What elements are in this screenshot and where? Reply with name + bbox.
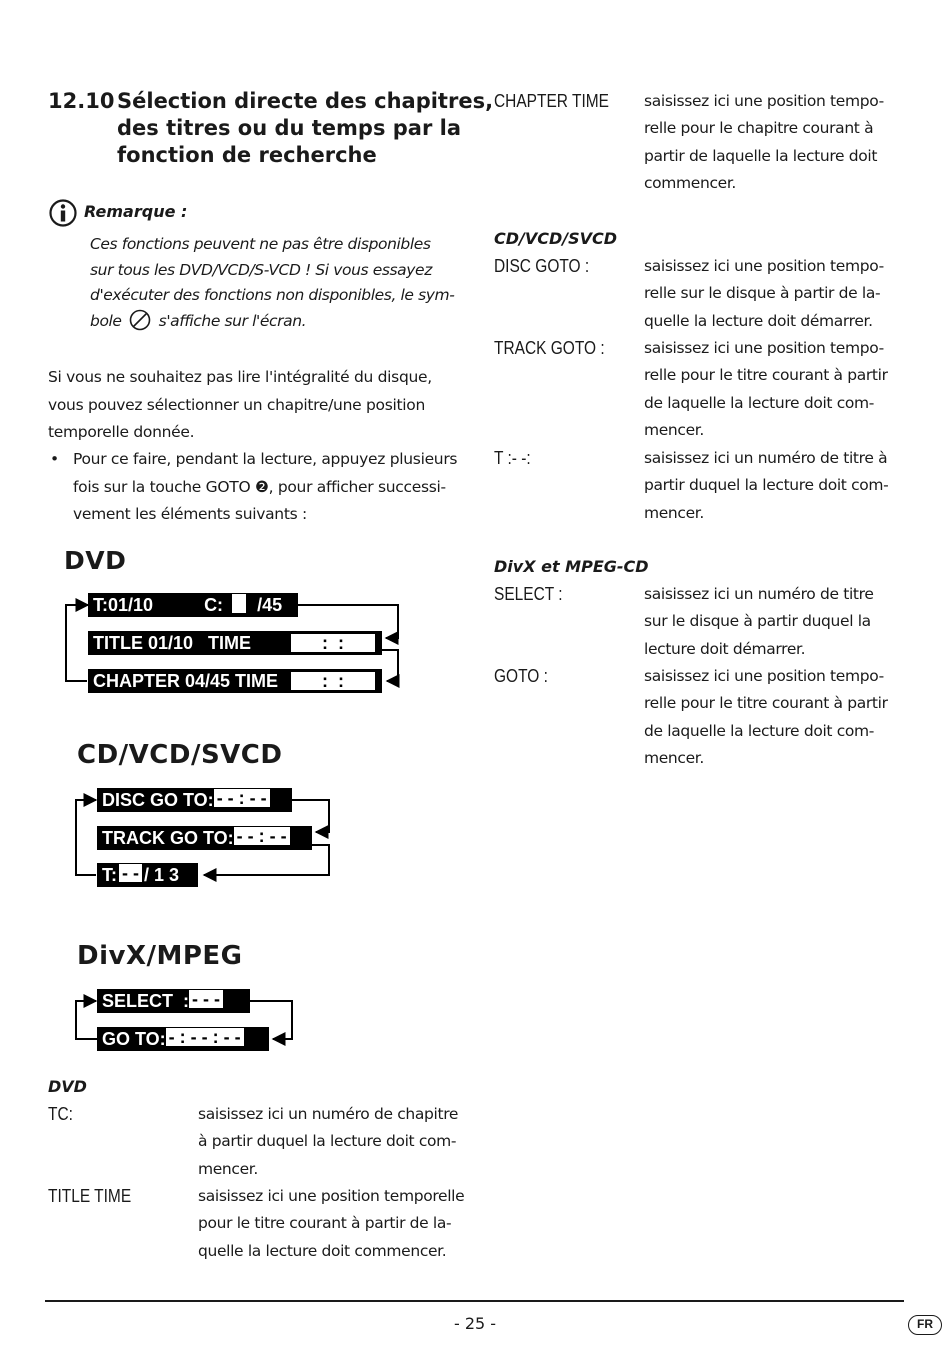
note-line-end: s'affiche sur l'écran. [158,311,307,330]
footer-rule [45,1300,904,1302]
def-line: mencer. [644,420,704,439]
def-line: saisissez ici une position tempo- [644,339,884,357]
def-term: GOTO : [494,666,548,686]
intro-line: Si vous ne souhaitez pas lire l'intégralité du disque, [48,368,432,386]
cd-osd-row-t [97,863,198,887]
def-line: partir duquel la lecture doit com- [644,476,889,495]
def-description [644,663,906,772]
divx-osd-select-label: SELECT : [102,991,190,1011]
section-number: 12.10 [48,89,115,113]
bullet-line: Pour ce faire, pendant la lecture, appuyez plusieurs [73,450,458,468]
dvd-osd-row-chapter-time [88,669,382,693]
def-description [644,88,906,197]
intro-line: temporelle donnée. [48,423,195,441]
dvd-diagram-label: DVD [64,546,127,575]
dvd-osd-chapter: C: [204,595,224,615]
def-line: quelle la lecture doit démarrer. [644,311,873,330]
dvd-osd-chapter-total: /45 [257,595,283,615]
divx-osd-goto-field: - : - - : - - [166,1028,244,1046]
def-description [644,581,906,663]
def-description [198,1101,468,1183]
def-term: TRACK GOTO : [494,338,605,358]
divx-osd-select-field: - - - [189,990,223,1008]
def-line: commencer. [644,173,736,192]
note-line: Ces fonctions peuvent ne pas être disponibles [90,235,431,253]
def-description [644,445,906,527]
def-line: mencer. [644,748,704,767]
note-line: d'exécuter des fonctions non disponibles, le sym- [90,286,455,304]
def-description [198,1183,468,1265]
cd-osd-track-field: - - : - - [234,827,290,845]
section-title-line: des titres ou du temps par la [117,116,461,140]
dvd-osd-cursor [232,594,246,613]
def-line: mencer. [198,1159,258,1178]
def-line: saisissez ici un numéro de titre [644,585,874,603]
cd-osd-disc-label: DISC GO TO: [102,790,214,810]
def-term: CHAPTER TIME [494,91,609,111]
bullet-marker: • [50,450,59,468]
def-term: DISC GOTO : [494,256,590,276]
bullet-line: vement les éléments suivants : [73,505,307,523]
def-line: relle sur le disque à partir de la- [644,284,881,303]
dvd-osd-row-title-chapter [88,593,298,617]
def-line: de laquelle la lecture doit com- [644,721,875,740]
def-line: quelle la lecture doit commencer. [198,1241,447,1260]
def-line: relle pour le titre courant à partir [644,694,888,713]
cd-diagram-label: CD/VCD/SVCD [77,740,283,770]
def-line: partir de laquelle la lecture doit [644,146,878,165]
def-line: relle pour le chapitre courant à [644,119,874,138]
def-line: de laquelle la lecture doit com- [644,393,875,412]
divx-osd-goto-label: GO TO: [102,1029,166,1049]
def-term: TC: [48,1104,73,1124]
section-title-line: fonction de recherche [117,143,377,167]
dvd-osd-chapter-time-field: : : [291,672,375,690]
bullet-line: fois sur la touche GOTO ❷, pour afficher successi- [73,477,446,496]
dvd-osd-title-time-label: TITLE 01/10 TIME [93,633,252,653]
intro-line: vous pouvez sélectionner un chapitre/une position [48,395,425,414]
cd-osd-row-disc [97,788,292,812]
def-line: mencer. [644,503,704,522]
def-description [644,335,906,444]
def-line: saisissez ici un numéro de titre à [644,449,888,467]
divx-diagram-label: DivX/MPEG [77,941,243,971]
dvd-osd-row-title-time [88,631,382,655]
def-line: lecture doit démarrer. [644,639,806,658]
divx-osd-row-goto [97,1027,269,1051]
page-number: - 25 - [453,1314,497,1333]
def-term: T :- -: [494,448,531,468]
cd-osd-disc-field: - - : - - [214,789,270,807]
def-line: saisissez ici une position tempo- [644,667,884,685]
note-heading: Remarque : [84,202,188,221]
def-line: à partir duquel la lecture doit com- [198,1132,457,1151]
cd-defs-heading: CD/VCD/SVCD [494,229,618,248]
dvd-osd-chapter-time-label: CHAPTER 04/45 TIME [93,671,279,691]
dvd-osd-title-time-field: : : [291,634,375,652]
dvd-defs-heading: DVD [48,1077,87,1096]
def-line: saisissez ici une position tempo- [644,257,884,275]
cd-osd-t-field: - - [119,864,142,882]
def-line: relle pour le titre courant à partir [644,366,888,385]
divx-osd-row-select [97,989,250,1013]
divx-defs-heading: DivX et MPEG-CD [494,557,649,576]
def-line: sur le disque à partir duquel la [644,612,871,631]
def-line: saisissez ici un numéro de chapitre [198,1105,459,1123]
note-line: sur tous les DVD/VCD/S-VCD ! Si vous essayez [90,260,432,279]
cd-osd-t-label: T: [102,865,117,885]
cd-osd-track-label: TRACK GO TO: [102,828,234,848]
def-description [644,253,906,335]
dvd-osd-title: T:01/10 [93,595,154,615]
language-badge: FR [908,1315,942,1335]
def-line: saisissez ici une position tempo- [644,92,884,110]
note-line-start: bole [90,311,122,330]
def-term: SELECT : [494,584,563,604]
def-line: saisissez ici une position temporelle [198,1187,465,1205]
def-term: TITLE TIME [48,1186,132,1206]
cd-osd-t-total: / 1 3 [144,865,180,885]
def-line: pour le titre courant à partir de la- [198,1214,452,1233]
cd-osd-row-track [97,826,312,850]
section-title-line: Sélection directe des chapitres, [117,89,494,113]
